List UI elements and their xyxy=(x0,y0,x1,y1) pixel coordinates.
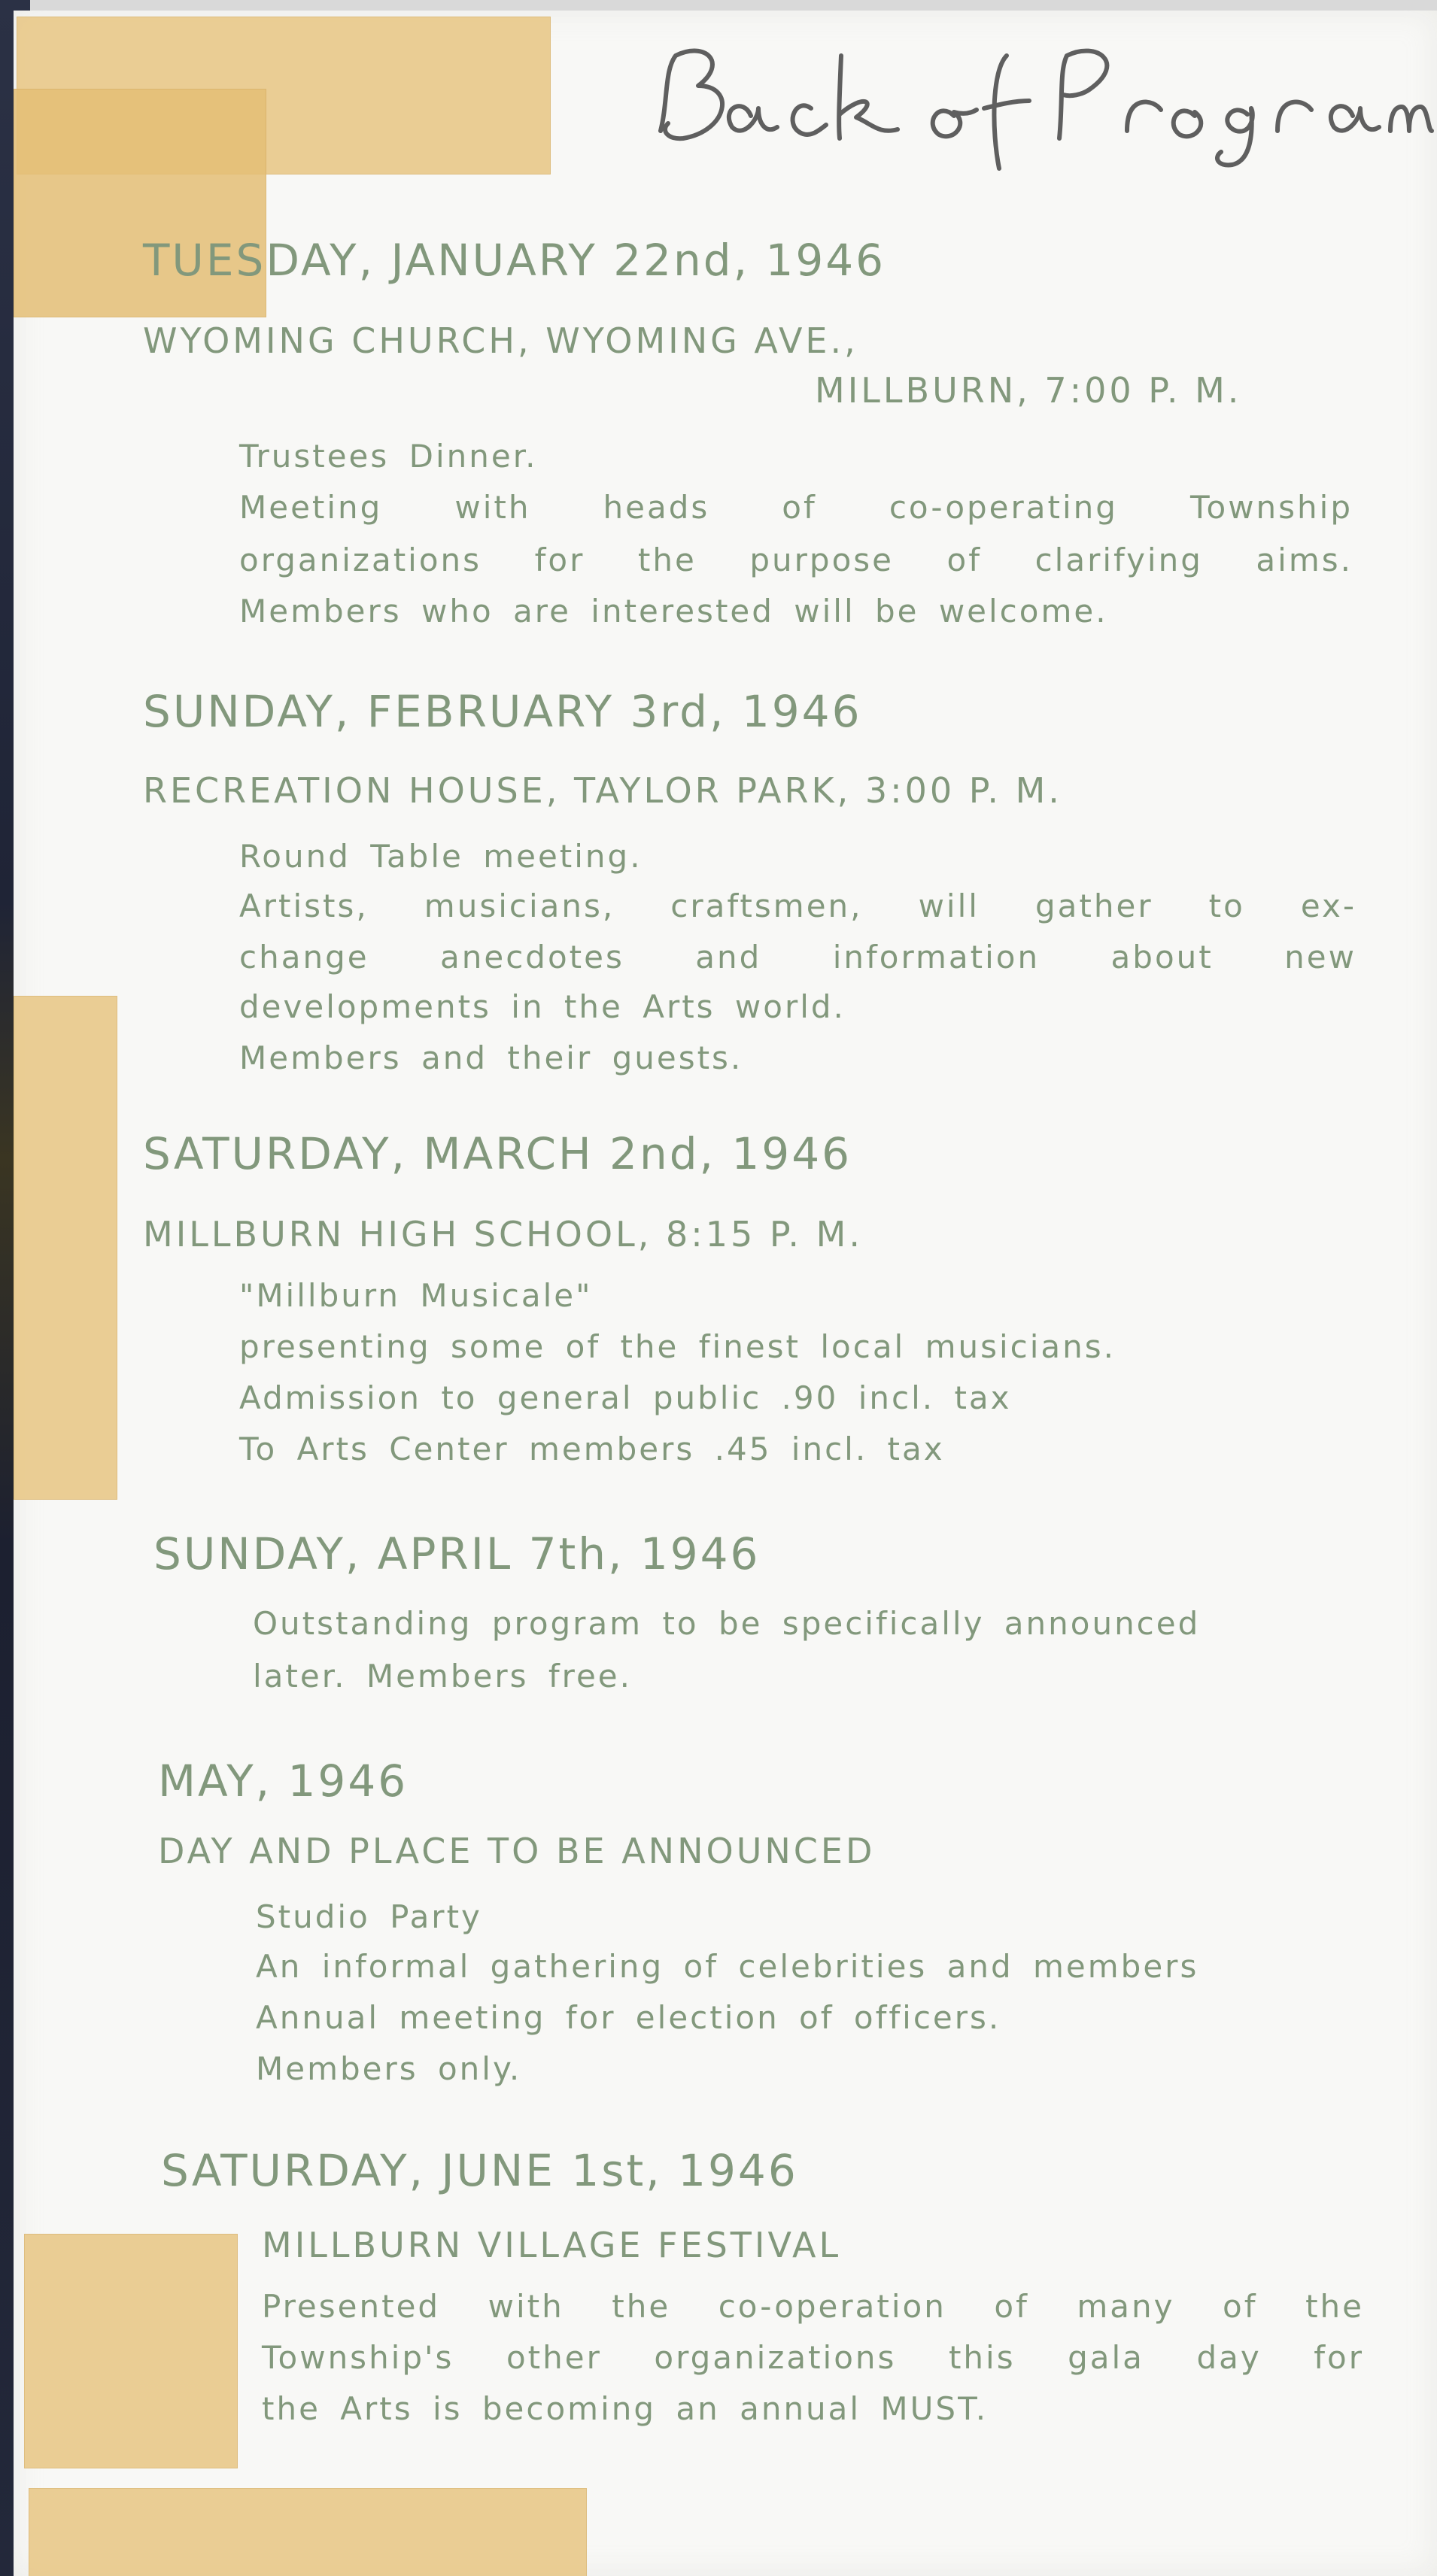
event-5-body-line-4: Members only. xyxy=(256,2050,522,2087)
event-5-body-line-2: An informal gathering of celebrities and members xyxy=(256,1948,1199,1985)
event-1-body-line-3: organizations for the purpose of clarifying aims. xyxy=(239,542,1353,578)
event-2-body-line-1: Round Table meeting. xyxy=(239,838,643,875)
event-3-venue: MILLBURN HIGH SCHOOL, 8:15 P. M. xyxy=(143,1214,863,1255)
event-5-body-line-3: Annual meeting for election of officers. xyxy=(256,1999,1001,2036)
event-1-body-line-4: Members who are interested will be welcome. xyxy=(239,593,1108,630)
program-schedule xyxy=(14,11,1437,2576)
event-2-body-line-2: Artists, musicians, craftsmen, will gather to ex- xyxy=(239,887,1356,924)
event-2-body-line-3: change anecdotes and information about new xyxy=(239,939,1356,975)
event-4-body-line-2: later. Members free. xyxy=(253,1658,632,1695)
event-6-body-line-2: Township's other organizations this gala day for xyxy=(262,2339,1364,2376)
event-6-body-line-1: Presented with the co-operation of many of the xyxy=(262,2288,1364,2325)
event-3-body-line-2: presenting some of the finest local musicians. xyxy=(239,1328,1116,1365)
event-1-venue-line-1: WYOMING CHURCH, WYOMING AVE., xyxy=(143,320,858,361)
event-3-body-line-3: Admission to general public .90 incl. tax xyxy=(239,1379,1012,1416)
event-2-venue: RECREATION HOUSE, TAYLOR PARK, 3:00 P. M. xyxy=(143,770,1062,811)
event-6-venue: MILLBURN VILLAGE FESTIVAL xyxy=(262,2225,842,2265)
event-1-venue-line-2: MILLBURN, 7:00 P. M. xyxy=(815,370,1242,411)
event-1-body-line-2: Meeting with heads of co-operating Township xyxy=(239,489,1353,526)
event-1-body-line-1: Trustees Dinner. xyxy=(239,438,538,475)
event-4-body-line-1: Outstanding program to be specifically announced xyxy=(253,1605,1201,1642)
event-3-date: SATURDAY, MARCH 2nd, 1946 xyxy=(143,1128,852,1179)
event-4-date: SUNDAY, APRIL 7th, 1946 xyxy=(153,1528,761,1579)
event-1-date: TUESDAY, JANUARY 22nd, 1946 xyxy=(143,235,886,286)
event-5-date: MAY, 1946 xyxy=(158,1755,409,1807)
event-3-body-line-1: "Millburn Musicale" xyxy=(239,1277,593,1314)
event-2-date: SUNDAY, FEBRUARY 3rd, 1946 xyxy=(143,686,862,737)
event-2-body-line-5: Members and their guests. xyxy=(239,1039,743,1076)
event-5-body-line-1: Studio Party xyxy=(256,1898,482,1935)
program-card xyxy=(14,11,1437,2576)
event-2-body-line-4: developments in the Arts world. xyxy=(239,988,846,1025)
event-6-body-line-3: the Arts is becoming an annual MUST. xyxy=(262,2390,989,2427)
event-3-body-line-4: To Arts Center members .45 incl. tax xyxy=(239,1431,945,1467)
event-5-venue: DAY AND PLACE TO BE ANNOUNCED xyxy=(158,1831,876,1871)
event-6-date: SATURDAY, JUNE 1st, 1946 xyxy=(161,2145,798,2196)
